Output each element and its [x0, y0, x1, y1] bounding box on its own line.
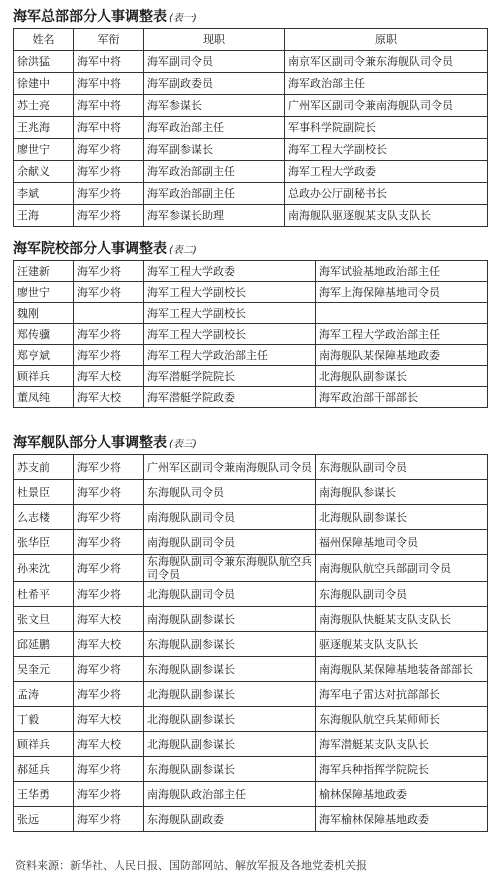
table-section-fleets [13, 432, 488, 832]
table-row [14, 530, 488, 555]
table-row [14, 117, 488, 139]
cell-current-post: 海军工程大学副校长 [144, 324, 316, 345]
table-header-row [14, 29, 488, 51]
cell-rank: 海军少将 [74, 261, 144, 282]
table-row [14, 505, 488, 530]
personnel-table [13, 454, 488, 832]
cell-name: 张远 [14, 807, 74, 832]
table-row [14, 732, 488, 757]
cell-rank: 海军大校 [74, 366, 144, 387]
cell-name: 么志楼 [14, 505, 74, 530]
cell-current-post: 东海舰队副政委 [144, 807, 316, 832]
cell-former-post: 海军潜艇某支队支队长 [316, 732, 488, 757]
table-row [14, 480, 488, 505]
cell-current-post: 南海舰队政治部主任 [144, 782, 316, 807]
cell-former-post: 南海舰队参谋长 [316, 480, 488, 505]
cell-current-post: 东海舰队副参谋长 [144, 757, 316, 782]
table-row [14, 51, 488, 73]
cell-name: 廖世宁 [14, 139, 74, 161]
cell-current-post: 东海舰队司令员 [144, 480, 316, 505]
source-note: 资料来源：新华社、人民日报、国防部网站、解放军报及各地党委机关报 [15, 859, 367, 872]
cell-name: 苏支前 [14, 455, 74, 480]
cell-former-post: 驱逐舰某支队支队长 [316, 632, 488, 657]
cell-name: 汪建新 [14, 261, 74, 282]
cell-rank: 海军中将 [74, 73, 144, 95]
table-row [14, 345, 488, 366]
table-row [14, 366, 488, 387]
cell-former-post: 北海舰队副参谋长 [316, 366, 488, 387]
cell-name: 王海 [14, 205, 74, 227]
cell-name: 董凤纯 [14, 387, 74, 408]
section-title-text: 海军院校部分人事调整表 [13, 241, 167, 257]
column-header-name: 姓名 [14, 29, 74, 51]
table-section-hq [13, 6, 488, 227]
cell-former-post: 海军兵种指挥学院院长 [316, 757, 488, 782]
table-row [14, 387, 488, 408]
section-subtitle: (表三) [169, 439, 197, 450]
cell-name: 郑亨斌 [14, 345, 74, 366]
cell-former-post: 南海舰队驱逐舰某支队支队长 [285, 205, 488, 227]
cell-rank: 海军少将 [74, 657, 144, 682]
table-section-academies [13, 238, 488, 408]
cell-current-post: 海军参谋长 [144, 95, 285, 117]
cell-former-post: 南海舰队快艇某支队支队长 [316, 607, 488, 632]
cell-rank: 海军少将 [74, 282, 144, 303]
cell-current-post: 南海舰队副司令员 [144, 505, 316, 530]
table-row [14, 607, 488, 632]
table-row [14, 807, 488, 832]
cell-former-post: 南海舰队某保障基地政委 [316, 345, 488, 366]
cell-current-post: 南海舰队副参谋长 [144, 607, 316, 632]
cell-former-post: 海军电子雷达对抗部部长 [316, 682, 488, 707]
table-row [14, 282, 488, 303]
cell-rank [74, 303, 144, 324]
section-title-text: 海军总部部分人事调整表 [13, 9, 167, 25]
cell-current-post: 海军副参谋长 [144, 139, 285, 161]
cell-rank: 海军少将 [74, 505, 144, 530]
cell-former-post: 海军工程大学政治部主任 [316, 324, 488, 345]
cell-former-post: 福州保障基地司令员 [316, 530, 488, 555]
section-subtitle: (表一) [169, 13, 197, 24]
cell-current-post: 海军政治部主任 [144, 117, 285, 139]
cell-former-post: 军事科学院副院长 [285, 117, 488, 139]
cell-name: 顾祥兵 [14, 732, 74, 757]
cell-current-post: 南海舰队副司令员 [144, 530, 316, 555]
table-row [14, 455, 488, 480]
cell-name: 廖世宁 [14, 282, 74, 303]
cell-former-post: 北海舰队副参谋长 [316, 505, 488, 530]
table-row [14, 183, 488, 205]
cell-name: 徐洪猛 [14, 51, 74, 73]
section-title-text: 海军舰队部分人事调整表 [13, 435, 167, 451]
cell-former-post: 东海舰队副司令员 [316, 455, 488, 480]
section-title [13, 432, 488, 454]
cell-former-post: 南海舰队航空兵部副司令员 [316, 555, 488, 582]
cell-former-post: 南京军区副司令兼东海舰队司令员 [285, 51, 488, 73]
cell-name: 邱延鹏 [14, 632, 74, 657]
cell-rank: 海军少将 [74, 183, 144, 205]
column-header-current-post: 现职 [144, 29, 285, 51]
cell-rank: 海军少将 [74, 139, 144, 161]
column-header-former-post: 原职 [285, 29, 488, 51]
cell-current-post: 东海舰队副参谋长 [144, 632, 316, 657]
cell-former-post: 海军政治部干部部长 [316, 387, 488, 408]
table-row [14, 757, 488, 782]
cell-rank: 海军中将 [74, 95, 144, 117]
table-row [14, 632, 488, 657]
personnel-table [13, 28, 488, 227]
cell-current-post: 海军工程大学政治部主任 [144, 345, 316, 366]
table-row [14, 324, 488, 345]
cell-former-post: 海军试验基地政治部主任 [316, 261, 488, 282]
cell-name: 张华臣 [14, 530, 74, 555]
cell-rank: 海军少将 [74, 205, 144, 227]
cell-rank: 海军少将 [74, 807, 144, 832]
table-row [14, 95, 488, 117]
cell-name: 丁毅 [14, 707, 74, 732]
cell-name: 余献义 [14, 161, 74, 183]
cell-former-post: 东海舰队航空兵某师师长 [316, 707, 488, 732]
cell-name: 王华勇 [14, 782, 74, 807]
cell-rank: 海军大校 [74, 732, 144, 757]
section-title [13, 238, 488, 260]
cell-current-post: 海军副政委员 [144, 73, 285, 95]
cell-name: 杜景臣 [14, 480, 74, 505]
cell-former-post: 东海舰队副司令员 [316, 582, 488, 607]
cell-rank: 海军中将 [74, 51, 144, 73]
cell-former-post: 海军工程大学政委 [285, 161, 488, 183]
cell-current-post: 广州军区副司令兼南海舰队司令员 [144, 455, 316, 480]
table-row [14, 205, 488, 227]
cell-current-post: 东海舰队副参谋长 [144, 657, 316, 682]
cell-former-post: 海军榆林保障基地政委 [316, 807, 488, 832]
cell-name: 顾祥兵 [14, 366, 74, 387]
column-header-rank: 军衔 [74, 29, 144, 51]
table-row [14, 707, 488, 732]
cell-rank: 海军少将 [74, 345, 144, 366]
cell-current-post: 海军潜艇学院政委 [144, 387, 316, 408]
cell-former-post [316, 303, 488, 324]
cell-current-post: 海军政治部副主任 [144, 161, 285, 183]
cell-current-post: 海军工程大学副校长 [144, 303, 316, 324]
cell-rank: 海军中将 [74, 117, 144, 139]
table-row [14, 657, 488, 682]
section-title [13, 6, 488, 28]
cell-name: 苏士亮 [14, 95, 74, 117]
cell-former-post: 海军政治部主任 [285, 73, 488, 95]
cell-former-post: 总政办公厅副秘书长 [285, 183, 488, 205]
cell-rank: 海军少将 [74, 682, 144, 707]
cell-current-post: 海军工程大学政委 [144, 261, 316, 282]
cell-name: 吴奎元 [14, 657, 74, 682]
cell-rank: 海军大校 [74, 607, 144, 632]
cell-current-post: 海军工程大学副校长 [144, 282, 316, 303]
table-row [14, 261, 488, 282]
cell-name: 郝延兵 [14, 757, 74, 782]
table-row [14, 782, 488, 807]
cell-rank: 海军少将 [74, 757, 144, 782]
cell-rank: 海军大校 [74, 707, 144, 732]
table-row [14, 555, 488, 582]
cell-name: 孙来沈 [14, 555, 74, 582]
table-row [14, 161, 488, 183]
cell-name: 王兆海 [14, 117, 74, 139]
cell-rank: 海军少将 [74, 530, 144, 555]
cell-rank: 海军少将 [74, 324, 144, 345]
cell-current-post: 东海舰队副司令兼东海舰队航空兵司令员 [144, 555, 316, 582]
cell-current-post: 海军政治部副主任 [144, 183, 285, 205]
cell-current-post: 海军参谋长助理 [144, 205, 285, 227]
personnel-table [13, 260, 488, 408]
cell-rank: 海军大校 [74, 632, 144, 657]
cell-name: 杜希平 [14, 582, 74, 607]
cell-former-post: 榆林保障基地政委 [316, 782, 488, 807]
cell-name: 郑传骥 [14, 324, 74, 345]
cell-rank: 海军少将 [74, 782, 144, 807]
cell-name: 魏刚 [14, 303, 74, 324]
cell-current-post: 北海舰队副参谋长 [144, 707, 316, 732]
cell-rank: 海军少将 [74, 555, 144, 582]
cell-rank: 海军少将 [74, 161, 144, 183]
cell-former-post: 南海舰队某保障基地装备部部长 [316, 657, 488, 682]
cell-name: 李斌 [14, 183, 74, 205]
cell-name: 孟涛 [14, 682, 74, 707]
table-row [14, 73, 488, 95]
cell-current-post: 北海舰队副参谋长 [144, 682, 316, 707]
cell-current-post: 北海舰队副司令员 [144, 582, 316, 607]
cell-former-post: 广州军区副司令兼南海舰队司令员 [285, 95, 488, 117]
cell-rank: 海军少将 [74, 480, 144, 505]
table-row [14, 582, 488, 607]
cell-former-post: 海军工程大学副校长 [285, 139, 488, 161]
cell-name: 张文旦 [14, 607, 74, 632]
section-subtitle: (表二) [169, 245, 197, 256]
table-row [14, 682, 488, 707]
table-row [14, 139, 488, 161]
cell-current-post: 海军副司令员 [144, 51, 285, 73]
cell-former-post: 海军上海保障基地司令员 [316, 282, 488, 303]
cell-current-post: 北海舰队副参谋长 [144, 732, 316, 757]
cell-rank: 海军大校 [74, 387, 144, 408]
cell-rank: 海军少将 [74, 582, 144, 607]
cell-current-post: 海军潜艇学院院长 [144, 366, 316, 387]
cell-name: 徐建中 [14, 73, 74, 95]
table-row [14, 303, 488, 324]
cell-rank: 海军少将 [74, 455, 144, 480]
